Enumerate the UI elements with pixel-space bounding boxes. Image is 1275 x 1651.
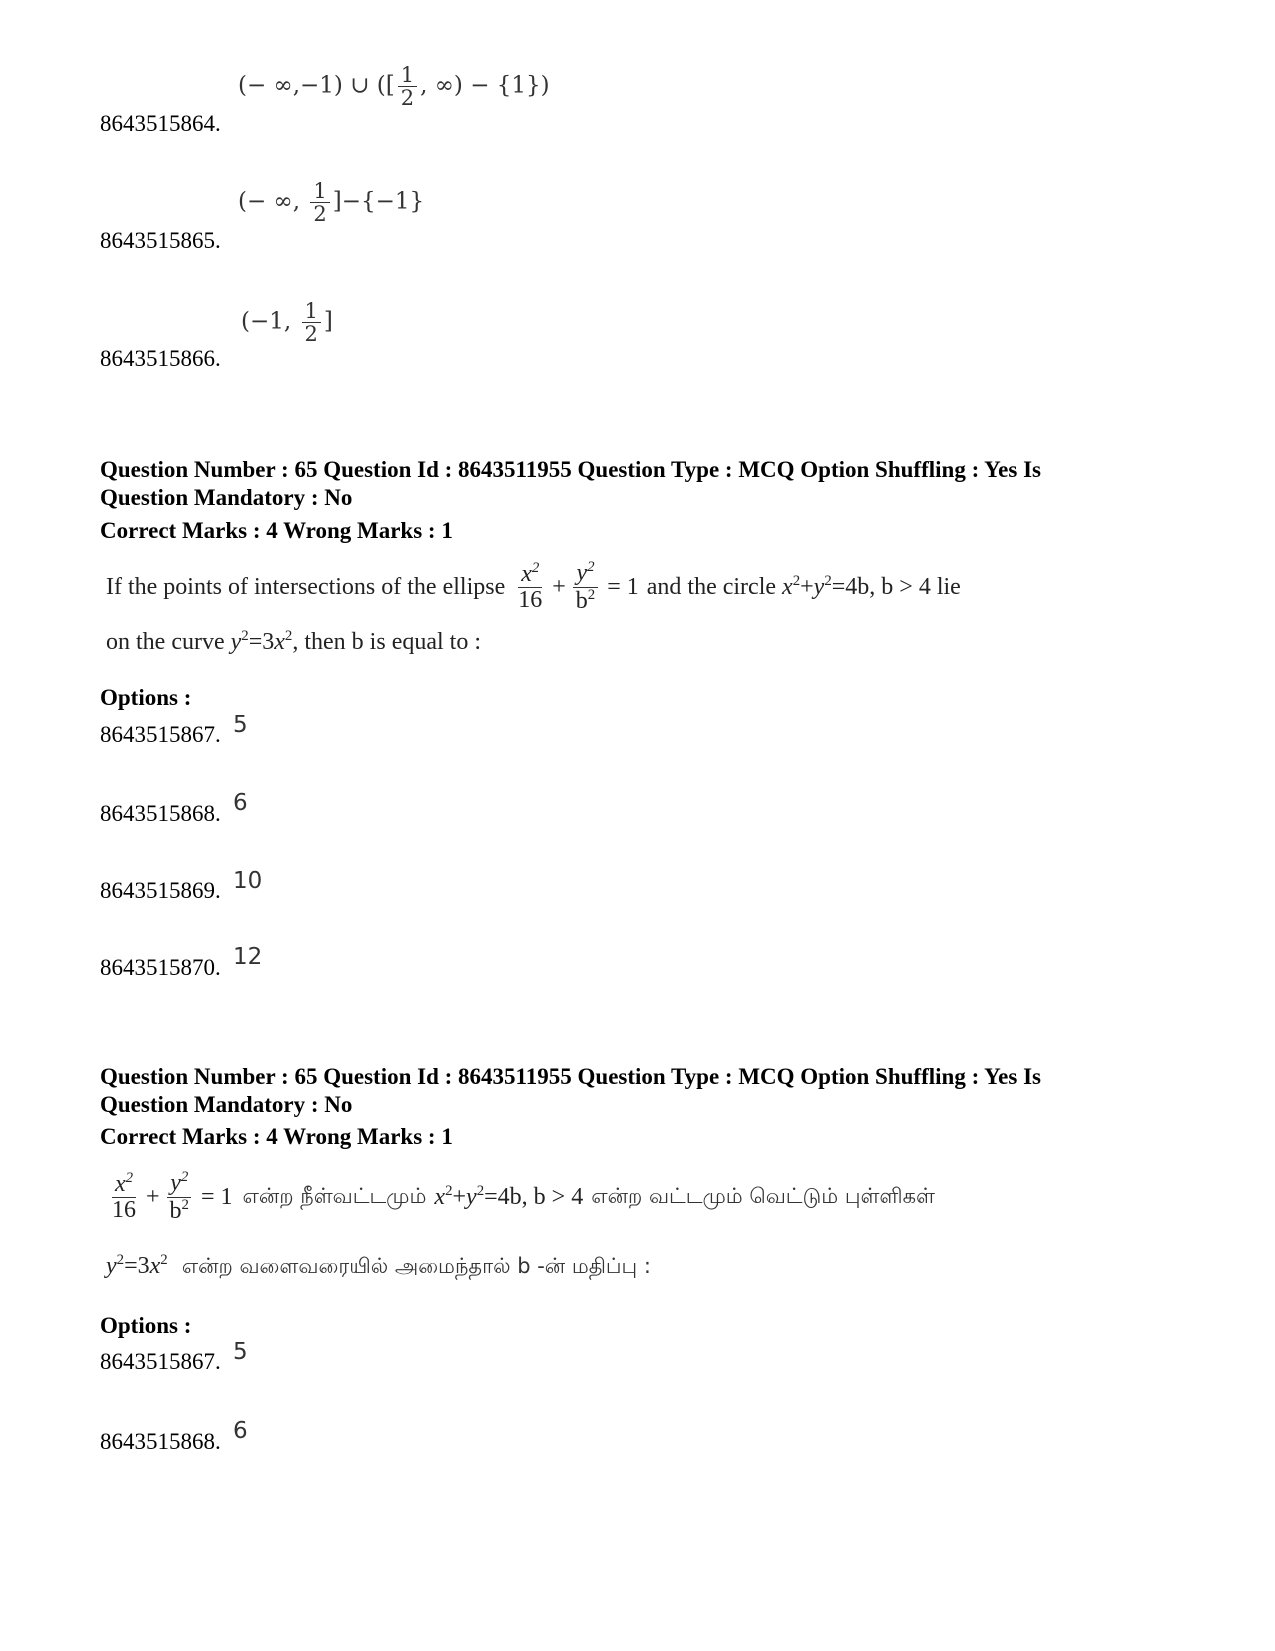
prev-option-1-id: 8643515864. xyxy=(100,111,221,136)
fraction-numerator xyxy=(518,561,542,588)
option-id: 8643515870. xyxy=(100,955,221,980)
var: x xyxy=(521,560,532,587)
math-right: ] xyxy=(323,308,333,335)
exponent: 2 xyxy=(116,1252,125,1268)
var: x xyxy=(149,1253,161,1279)
header-line-2: Question Mandatory : No xyxy=(100,1092,353,1117)
fraction-denominator: 16 xyxy=(112,1197,136,1223)
option-id: 8643515868. xyxy=(100,1429,221,1454)
option-id: 8643515869. xyxy=(100,878,221,903)
circle-equation xyxy=(782,573,961,601)
fraction-denominator: 2 xyxy=(313,202,327,227)
fraction-numerator xyxy=(167,1170,191,1197)
exponent: 2 xyxy=(180,1169,189,1186)
var: x xyxy=(114,1170,126,1197)
question-text: If the points of intersections of the ellipse xyxy=(106,573,506,600)
var: x xyxy=(782,574,793,600)
plus-sign: + xyxy=(146,1183,160,1210)
exponent: 2 xyxy=(445,1183,453,1199)
fraction-denominator xyxy=(573,588,598,614)
option-value: 6 xyxy=(233,1418,248,1444)
marks-ta: Correct Marks : 4 Wrong Marks : 1 xyxy=(100,1124,453,1149)
option-value: 5 xyxy=(233,1339,248,1365)
curve-equation xyxy=(106,1253,168,1279)
fraction xyxy=(398,64,417,109)
exponent: 2 xyxy=(241,628,249,644)
rhs: =4b, b > 4 xyxy=(484,1184,584,1210)
op: =3 xyxy=(248,629,275,655)
fraction-denominator: 2 xyxy=(304,322,318,347)
fraction-x2-16 xyxy=(109,1171,139,1223)
fraction-numerator: 1 xyxy=(398,64,417,87)
tamil-text: என்ற வளைவரையில் அமைந்தால் b -ன் மதிப்பு : xyxy=(181,1254,651,1278)
option-id: 8643515868. xyxy=(100,801,221,826)
rhs: =4b, b > 4 lie xyxy=(831,574,961,600)
var: y xyxy=(170,1170,181,1197)
exponent: 2 xyxy=(160,1252,168,1268)
fraction-numerator xyxy=(112,1171,136,1198)
option-value: 10 xyxy=(233,868,263,894)
options-label-ta: Options : xyxy=(100,1313,192,1338)
question-text: , then b is equal to : xyxy=(292,629,481,655)
prev-option-2-math xyxy=(238,180,424,225)
exponent: 2 xyxy=(824,573,832,589)
exponent: 2 xyxy=(587,559,595,576)
var: y xyxy=(106,1253,117,1279)
question-text-en-line1 xyxy=(106,548,961,626)
var: b xyxy=(575,587,588,614)
exponent: 2 xyxy=(531,559,540,576)
exponent: 2 xyxy=(181,1196,189,1213)
var: x xyxy=(274,629,285,655)
op: =3 xyxy=(124,1253,150,1279)
op: + xyxy=(800,574,814,600)
fraction-denominator xyxy=(167,1198,192,1224)
question-header-en xyxy=(100,456,1041,512)
plus-sign: + xyxy=(552,573,566,600)
header-line-1: Question Number : 65 Question Id : 8643511955 Question Type : MCQ Option Shuffling : Yes Is xyxy=(100,1064,1041,1089)
circle-equation xyxy=(434,1183,583,1211)
option-id: 8643515867. xyxy=(100,1349,221,1374)
tamil-text: என்ற வட்டமும் வெட்டும் புள்ளிகள் xyxy=(591,1183,936,1208)
var: y xyxy=(230,629,242,655)
exponent: 2 xyxy=(587,586,596,603)
fraction-denominator: 16 xyxy=(518,587,543,613)
var: y xyxy=(813,574,825,600)
question-text: and the circle xyxy=(646,573,777,600)
math-left: (− ∞, xyxy=(238,188,308,215)
curve-equation xyxy=(231,629,293,655)
equals-one: = 1 xyxy=(200,1183,233,1210)
question-text-ta-line2 xyxy=(106,1252,651,1281)
op: + xyxy=(452,1184,467,1210)
option-value: 5 xyxy=(233,712,248,738)
prev-option-3-id: 8643515866. xyxy=(100,346,221,371)
question-text-ta-line1 xyxy=(106,1158,935,1236)
fraction-y2-b2 xyxy=(573,560,598,613)
math-right: , ∞) − {1}) xyxy=(420,72,550,99)
exponent: 2 xyxy=(284,628,293,644)
var: y xyxy=(466,1184,477,1210)
fraction-numerator: 1 xyxy=(302,300,321,323)
fraction-x2-16 xyxy=(515,561,545,613)
option-value: 12 xyxy=(233,944,263,970)
question-header-ta xyxy=(100,1063,1041,1119)
fraction xyxy=(302,300,321,345)
math-left: (− ∞,−1) ∪ ([ xyxy=(238,72,395,99)
exponent: 2 xyxy=(476,1183,485,1199)
fraction xyxy=(310,180,329,225)
header-line-2: Question Mandatory : No xyxy=(100,485,353,510)
header-line-1: Question Number : 65 Question Id : 8643511955 Question Type : MCQ Option Shuffling : Yes Is xyxy=(100,457,1041,482)
exponent: 2 xyxy=(792,573,801,589)
var: y xyxy=(576,560,588,587)
option-value: 6 xyxy=(233,790,248,816)
prev-option-3-math xyxy=(241,300,333,345)
exponent: 2 xyxy=(125,1169,134,1186)
equals-one: = 1 xyxy=(607,573,639,600)
options-label-en: Options : xyxy=(100,685,192,710)
tamil-text: என்ற நீள்வட்டமும் xyxy=(242,1183,427,1208)
var: x xyxy=(434,1184,446,1210)
prev-option-2-id: 8643515865. xyxy=(100,228,221,253)
fraction-numerator xyxy=(573,560,597,587)
var: b xyxy=(169,1197,182,1224)
prev-option-1-math xyxy=(238,64,550,109)
fraction-denominator: 2 xyxy=(400,86,415,111)
math-right: ]−{−1} xyxy=(332,188,425,215)
fraction-numerator: 1 xyxy=(310,180,329,203)
question-text: on the curve xyxy=(106,629,225,655)
option-id: 8643515867. xyxy=(100,722,221,747)
fraction-y2-b2 xyxy=(167,1170,192,1223)
question-text-en-line2 xyxy=(106,628,481,656)
math-left: (−1, xyxy=(241,308,299,335)
marks-en: Correct Marks : 4 Wrong Marks : 1 xyxy=(100,518,453,543)
